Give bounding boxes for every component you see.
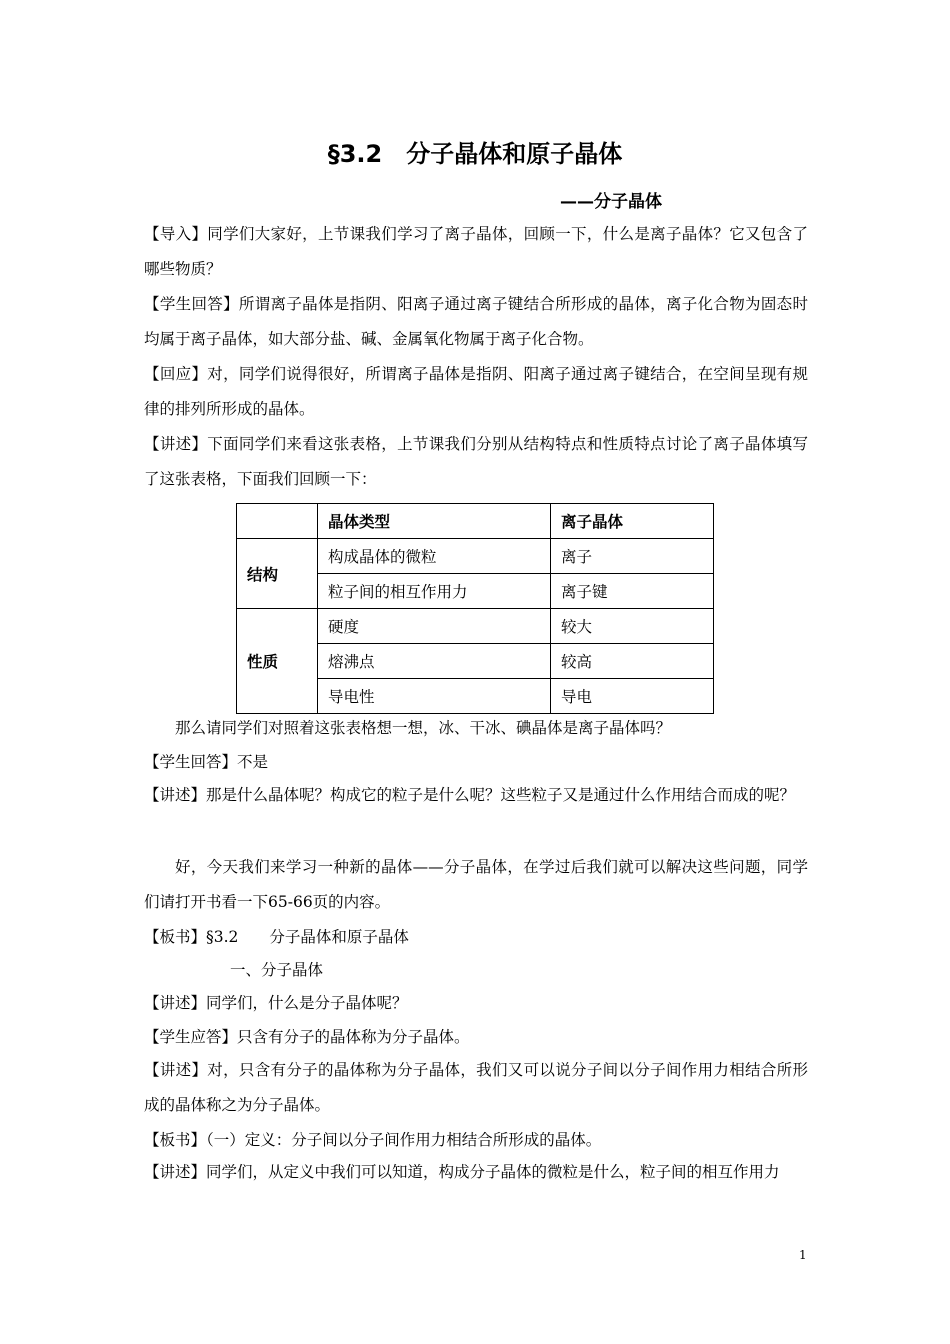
paragraph-narration-table: 【讲述】下面同学们来看这张表格，上节课我们分别从结构特点和性质特点讨论了离子晶体填写了这张表格，下面我们回顾一下： [144, 435, 808, 488]
table-row [237, 609, 714, 644]
paragraph-student-answer-3: 【学生应答】只含有分子的晶体称为分子晶体。 [144, 1028, 470, 1046]
table-cell: 较高 [551, 644, 714, 679]
page-number: 1 [799, 1248, 807, 1262]
table-header-cell: 晶体类型 [318, 504, 551, 539]
paragraph-student-answer-2: 【学生回答】不是 [144, 753, 269, 771]
paragraph-transition: 好，今天我们来学习一种新的晶体——分子晶体，在学过后我们就可以解决这些问题，同学们请打开书看一下65-66页的内容。 [144, 858, 808, 911]
table-cell: 离子 [551, 539, 714, 574]
paragraph-narration-4: 【讲述】对，只含有分子的晶体称为分子晶体，我们又可以说分子间以分子间作用力相结合所形成的晶体称之为分子晶体。 [144, 1061, 808, 1114]
table-header-row [237, 504, 714, 539]
paragraph-intro: 【导入】同学们大家好，上节课我们学习了离子晶体，回顾一下，什么是离子晶体？它又包含了哪些物质？ [144, 225, 808, 278]
table-cell: 导电 [551, 679, 714, 714]
page-subtitle: ——分子晶体 [560, 192, 662, 212]
paragraph-narration-2: 【讲述】那是什么晶体呢？构成它的粒子是什么呢？这些粒子又是通过什么作用结合而成的呢？ [144, 786, 796, 804]
paragraph-question: 那么请同学们对照着这张表格想一想，冰、干冰、碘晶体是离子晶体吗？ [175, 719, 672, 737]
board-subheading: 一、分子晶体 [230, 961, 324, 979]
table-header-cell: 离子晶体 [551, 504, 714, 539]
table-cell: 硬度 [318, 609, 551, 644]
page-title: §3.2 分子晶体和原子晶体 [327, 140, 623, 168]
paragraph-narration-5: 【讲述】同学们，从定义中我们可以知道，构成分子晶体的微粒是什么，粒子间的相互作用力 [144, 1163, 780, 1181]
table-cell: 较大 [551, 609, 714, 644]
paragraph-student-answer: 【学生回答】所谓离子晶体是指阴、阳离子通过离子键结合所形成的晶体，离子化合物为固态时均属于离子晶体，如大部分盐、碱、金属氧化物属于离子化合物。 [144, 295, 808, 348]
ionic-crystal-table [236, 503, 714, 714]
table-group-label: 性质 [237, 609, 318, 714]
table-cell: 熔沸点 [318, 644, 551, 679]
paragraph-response: 【回应】对，同学们说得很好，所谓离子晶体是指阴、阳离子通过离子键结合，在空间呈现有规律的排列所形成的晶体。 [144, 365, 808, 418]
table-cell [237, 504, 318, 539]
table-cell: 导电性 [318, 679, 551, 714]
paragraph-narration-3: 【讲述】同学们，什么是分子晶体呢？ [144, 994, 408, 1012]
table-cell: 粒子间的相互作用力 [318, 574, 551, 609]
table-cell: 离子键 [551, 574, 714, 609]
table-group-label: 结构 [237, 539, 318, 609]
table-cell: 构成晶体的微粒 [318, 539, 551, 574]
table-row [237, 539, 714, 574]
board-heading: 【板书】§3.2 分子晶体和原子晶体 [144, 928, 409, 946]
board-definition: 【板书】（一）定义：分子间以分子间作用力相结合所形成的晶体。 [144, 1131, 602, 1149]
